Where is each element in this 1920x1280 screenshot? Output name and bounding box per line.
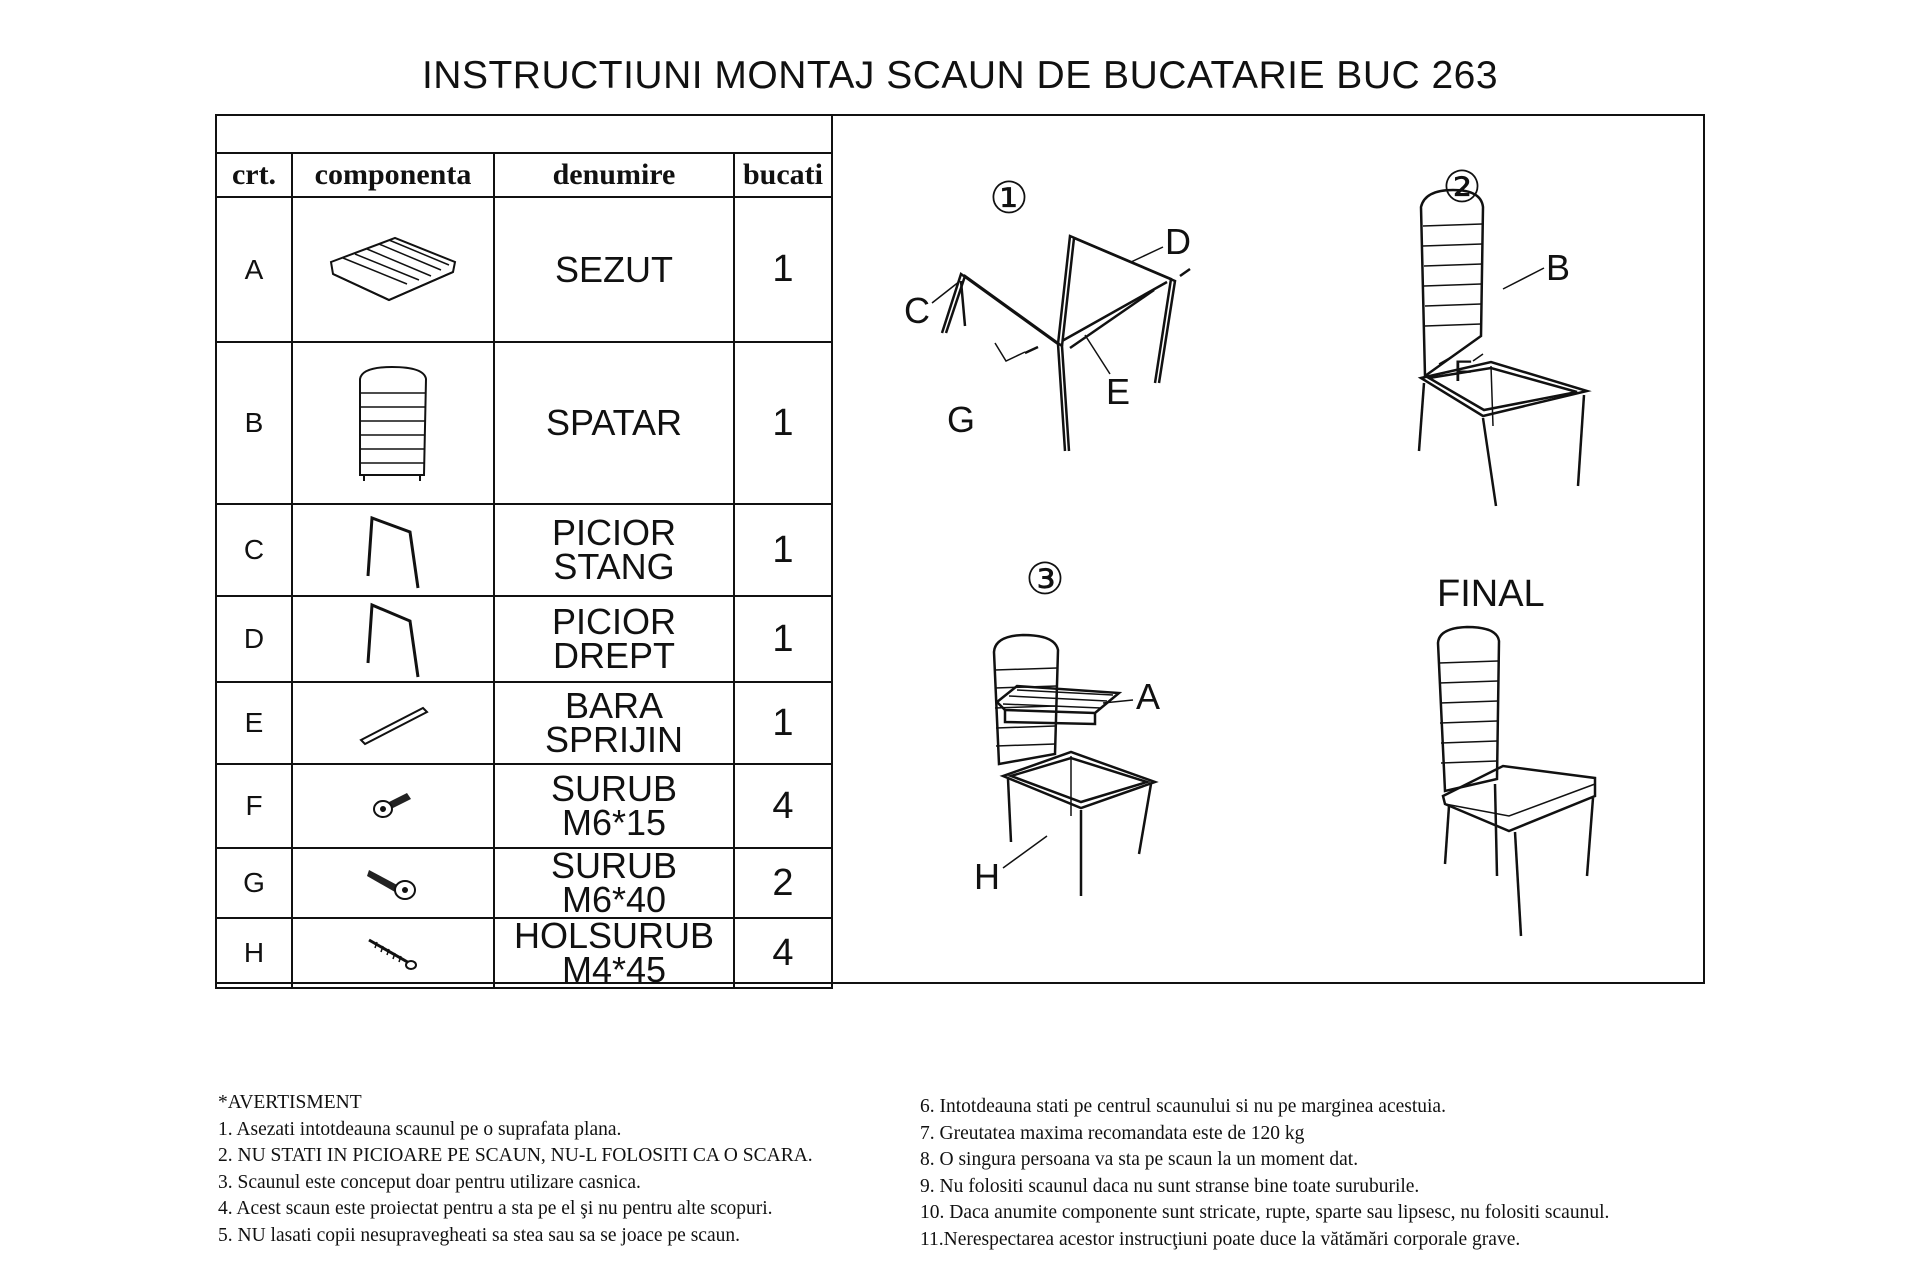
support-bar-icon	[353, 698, 433, 748]
components-table	[215, 114, 833, 989]
row-qty: 1	[734, 342, 832, 504]
row-name: BARA SPRIJIN	[494, 682, 734, 764]
row-qty: 1	[734, 504, 832, 596]
row-code: C	[216, 504, 292, 596]
header-denumire: denumire	[494, 153, 734, 197]
table-row	[216, 918, 832, 988]
wood-screw-icon	[363, 930, 423, 976]
component-cell	[292, 342, 494, 504]
step2-leader-b	[1503, 268, 1544, 289]
step1-leader-d	[1131, 247, 1163, 262]
warning-item: 2. NU STATI IN PICIOARE PE SCAUN, NU-L FOLOSITI CA O SCARA.	[218, 1145, 813, 1166]
table-row	[216, 764, 832, 848]
right-leg-frame-icon	[358, 599, 428, 679]
step3-label-a: A	[1136, 676, 1161, 717]
step2-label-b: B	[1546, 247, 1571, 288]
step3-leader-h	[1003, 836, 1047, 868]
row-code: E	[216, 682, 292, 764]
warnings-left-column	[218, 1090, 813, 1249]
table-row	[216, 342, 832, 504]
left-leg-frame-icon	[358, 510, 428, 590]
row-name: PICIOR DREPT	[494, 596, 734, 682]
bolt-long-icon	[363, 860, 423, 906]
step3-number: ③	[1025, 554, 1065, 605]
component-cell	[292, 764, 494, 848]
row-name: SURUB M6*40	[494, 848, 734, 918]
step2-label-f: F	[1454, 355, 1473, 388]
row-code: D	[216, 596, 292, 682]
step2-number: ②	[1442, 162, 1482, 213]
row-name: PICIOR STANG	[494, 504, 734, 596]
row-name: SEZUT	[494, 197, 734, 342]
step1-label-e: E	[1106, 371, 1131, 412]
row-qty: 4	[734, 764, 832, 848]
warning-item: 3. Scaunul este conceput doar pentru utilizare casnica.	[218, 1171, 641, 1193]
header-componenta: componenta	[292, 153, 494, 197]
final-group	[1437, 573, 1595, 936]
backrest-icon	[348, 363, 438, 483]
table-row	[216, 848, 832, 918]
row-qty: 1	[734, 197, 832, 342]
warning-item: 4. Acest scaun este proiectat pentru a sta pe el şi nu pentru alte scopuri.	[218, 1198, 773, 1219]
row-qty: 1	[734, 596, 832, 682]
table-row	[216, 682, 832, 764]
component-cell	[292, 682, 494, 764]
seat-cushion-icon	[323, 230, 463, 310]
component-cell	[292, 848, 494, 918]
warning-item: 6. Intotdeauna stati pe centrul scaunului si nu pe marginea acestuia.	[920, 1096, 1446, 1117]
final-label: FINAL	[1437, 573, 1545, 615]
warning-item: 10. Daca anumite componente sunt stricate, rupte, sparte sau lipsesc, nu folositi scaunul.	[920, 1202, 1610, 1223]
bolt-short-icon	[363, 781, 423, 831]
component-cell	[292, 596, 494, 682]
component-cell	[292, 918, 494, 988]
step1-number: ①	[989, 173, 1029, 224]
row-name: SPATAR	[494, 342, 734, 504]
table-row	[216, 504, 832, 596]
warning-item: 11.Nerespectarea acestor instrucţiuni poate duce la vătămări corporale grave.	[920, 1228, 1521, 1250]
table-header-row	[216, 153, 832, 197]
row-name: HOLSURUB M4*45	[494, 918, 734, 988]
row-code: A	[216, 197, 292, 342]
assembly-diagram	[833, 116, 1703, 982]
table-top-spacer	[216, 115, 832, 153]
step2-group	[1419, 162, 1587, 506]
step3-group	[974, 554, 1160, 897]
table-row	[216, 197, 832, 342]
row-qty: 4	[734, 918, 832, 988]
row-code: G	[216, 848, 292, 918]
table-row	[216, 596, 832, 682]
row-code: H	[216, 918, 292, 988]
row-qty: 2	[734, 848, 832, 918]
warning-item: 8. O singura persoana va sta pe scaun la un moment dat.	[920, 1149, 1359, 1170]
step1-frame-drawing	[942, 236, 1190, 451]
component-cell	[292, 504, 494, 596]
header-bucati: bucati	[734, 153, 832, 197]
step1-label-g: G	[947, 399, 976, 440]
step1-label-d: D	[1165, 221, 1191, 262]
row-name: SURUB M6*15	[494, 764, 734, 848]
warnings-heading: *AVERTISMENT	[218, 1092, 362, 1113]
step1-label-c: C	[904, 290, 930, 331]
row-qty: 1	[734, 682, 832, 764]
warnings-right-column	[920, 1094, 1609, 1253]
step3-label-h: H	[974, 856, 1000, 897]
final-chair-drawing	[1438, 627, 1595, 936]
component-cell	[292, 197, 494, 342]
warning-item: 9. Nu folositi scaunul daca nu sunt stranse bine toate suruburile.	[920, 1175, 1420, 1197]
page-title: INSTRUCTIUNI MONTAJ SCAUN DE BUCATARIE BUC 263	[421, 54, 1499, 97]
warning-item: 7. Greutatea maxima recomandata este de 120 kg	[920, 1122, 1305, 1144]
warning-item: 1. Asezati intotdeauna scaunul pe o suprafata plana.	[218, 1118, 622, 1140]
header-crt: crt.	[216, 153, 292, 197]
warning-item: 5. NU lasati copii nesupravegheati sa stea sau sa se joace pe scaun.	[218, 1224, 740, 1246]
step2-chair-drawing	[1419, 190, 1587, 506]
row-code: F	[216, 764, 292, 848]
row-code: B	[216, 342, 292, 504]
step1-group	[904, 173, 1191, 451]
step1-leader-e	[1085, 335, 1110, 374]
